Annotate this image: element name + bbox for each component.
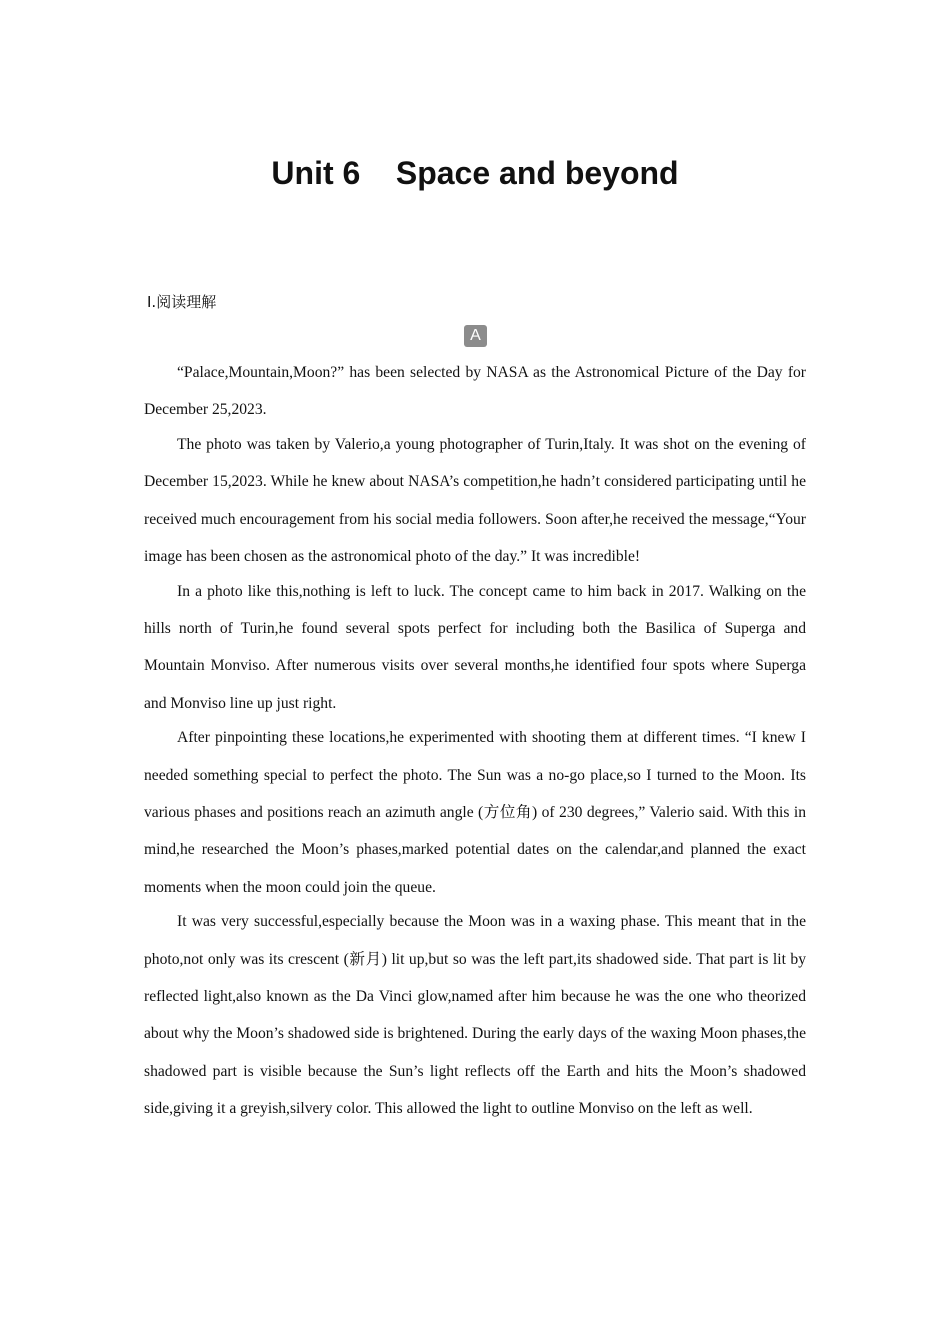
paragraph-5: It was very successful,especially because the Moon was in a waxing phase. This meant that in the photo,not only was its crescent (新月) lit up,but so was the left part,its shadowed side. That part is lit by reflected light,also known as the Da Vinci glow,named after him because he was the one who theorized about why the Moon’s shadowed side is brightened. During the early days of the waxing Moon phases,the shadowed part is visible because the Sun’s light reflects off the Earth and hits the Moon’s shadowed side,giving it a greyish,silvery color. This allowed the light to outline Monviso on the left as well. <box>144 913 806 1117</box>
paragraph-2: The photo was taken by Valerio,a young photographer of Turin,Italy. It was shot on the evening of December 15,2023. While he knew about NASA’s competition,he hadn’t considered participating until he received much encouragement from his social media followers. Soon after,he received the message,“Your image has been chosen as the astronomical photo of the day.” It was incredible! <box>144 436 806 565</box>
paragraph-4: After pinpointing these locations,he experimented with shooting them at different times. “I knew I needed something special to perfect the photo. The Sun was a no-go place,so I turned to the Moon. Its various phases and positions reach an azimuth angle (方位角) of 230 degrees,” Valerio said. With this in mind,he researched the Moon’s phases,marked potential dates on the calendar,and planned the exact moments when the moon could join the queue. <box>144 729 806 896</box>
page-title: Unit 6 Space and beyond <box>271 155 679 191</box>
section-heading: Ⅰ.阅读理解 <box>147 293 217 311</box>
paragraph-3: In a photo like this,nothing is left to luck. The concept came to him back in 2017. Walking on the hills north of Turin,he found several spots perfect for including both the Basilica of Superga and Mountain Monviso. After numerous visits over several months,he identified four spots where Superga and Monviso line up just right. <box>144 582 806 712</box>
passage-body <box>144 354 806 1125</box>
passage-label-badge: A <box>464 325 487 347</box>
paragraph-1: “Palace,Mountain,Moon?” has been selected by NASA as the Astronomical Picture of the Day for December 25,2023. <box>144 364 806 419</box>
